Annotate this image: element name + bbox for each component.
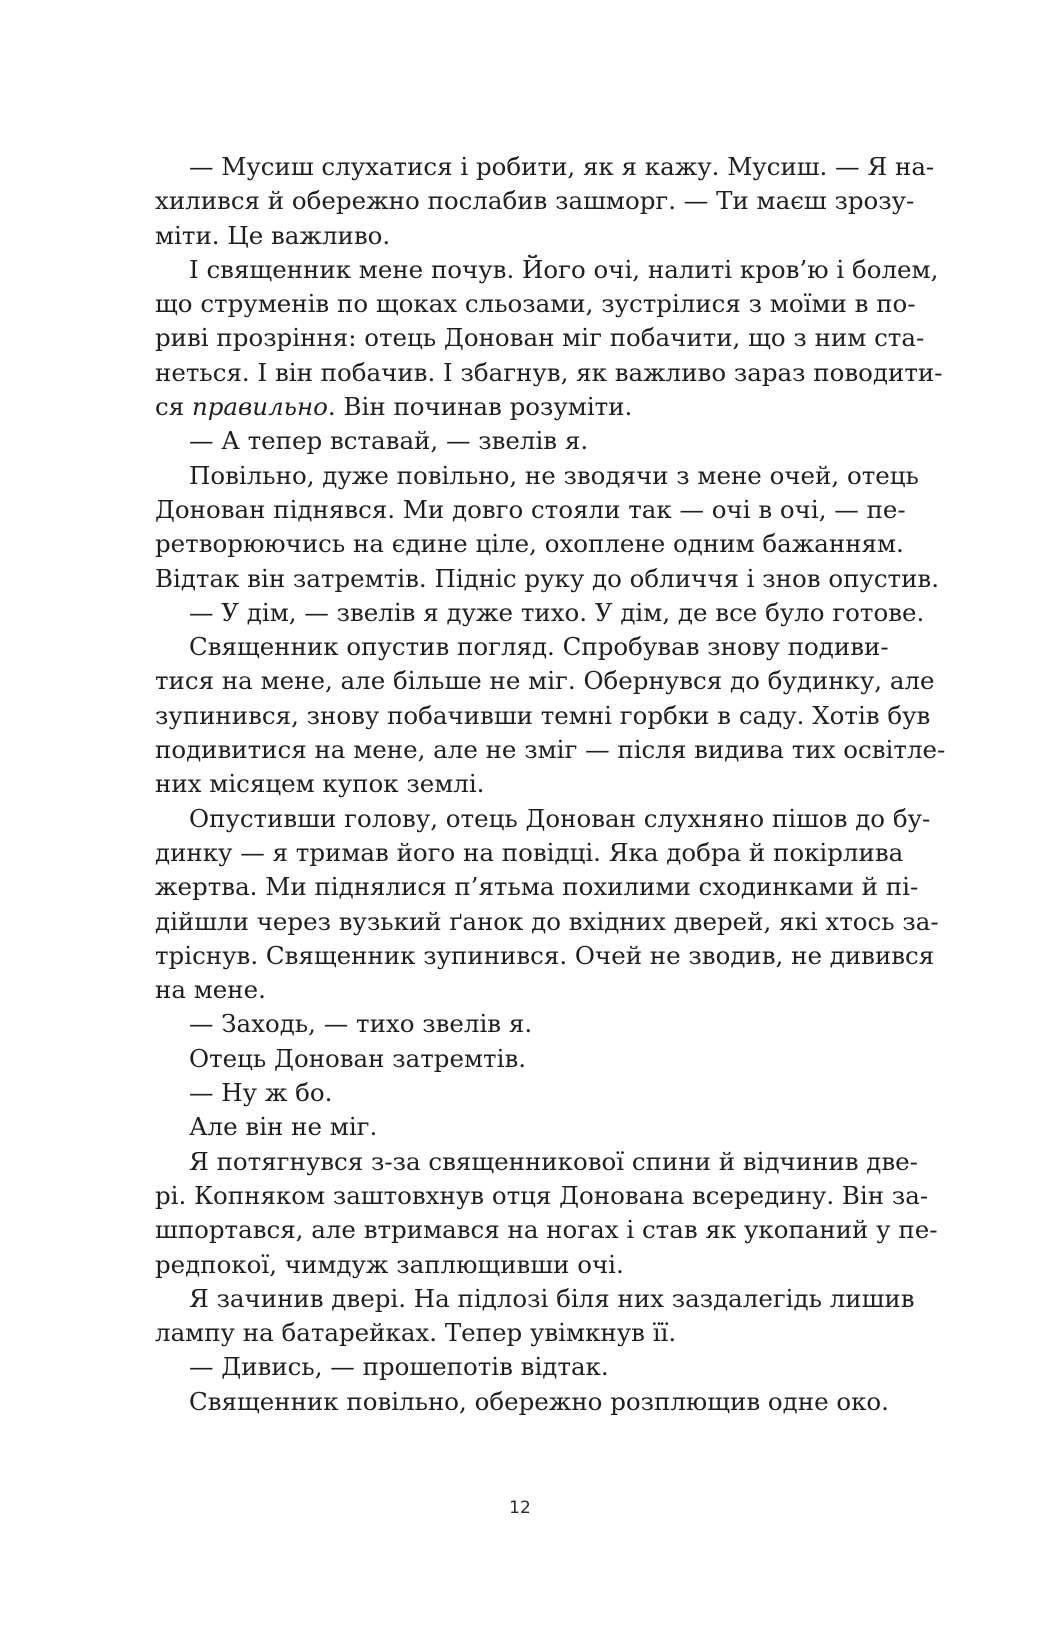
text-line: Донован піднявся. Ми довго стояли так — очі в очі, — пе-: [155, 494, 906, 524]
text-line: тріснув. Священник зупинився. Очей не зводив, не дивився: [155, 940, 935, 970]
text-line: динку — я тримав його на повідці. Яка добра й покірлива: [155, 837, 904, 867]
text-line: подивитися на мене, але не зміг — після видива тих освітле-: [155, 735, 946, 765]
text-line: Я потягнувся з-за священникової спини й відчинив две-: [189, 1146, 918, 1176]
text-line: зупинився, знову побачивши темні горбки в саду. Хотів був: [155, 700, 931, 730]
text-line: Священник повільно, обережно розплющив одне око.: [189, 1386, 889, 1416]
text-line-with-italic: [155, 390, 885, 424]
text-line: шпортався, але втримався на ногах і став як укопаний у пе-: [155, 1215, 938, 1245]
page-number: 12: [509, 1498, 531, 1518]
line-text-before: ся: [155, 392, 192, 422]
text-line: Відтак він затремтів. Підніс руку до обличчя і знов опустив.: [155, 563, 940, 593]
text-line: Я зачинив двері. На підлозі біля них заздалегідь лишив: [189, 1283, 915, 1313]
text-line: тися на мене, але більше не міг. Обернувся до будинку, але: [155, 666, 935, 696]
text-line: них місяцем купок землі.: [155, 769, 485, 799]
line-text-after: . Він починав розуміти.: [327, 392, 633, 422]
text-line: — А тепер вставай, — звелів я.: [189, 426, 589, 456]
text-line: на мене.: [155, 975, 266, 1005]
body-text: [155, 150, 946, 1419]
text-line: лампу на батарейках. Тепер увімкнув її.: [155, 1318, 677, 1348]
text-line: дійшли через вузький ґанок до вхідних дверей, які хтось за-: [155, 906, 939, 936]
text-line: — У дім, — звелів я дуже тихо. У дім, де все було готове.: [189, 597, 925, 627]
text-line: міти. Це важливо.: [155, 220, 391, 250]
text-line: — Дивись, — прошепотів відтак.: [189, 1352, 609, 1382]
text-line: Отець Донован затремтів.: [189, 1043, 527, 1073]
text-line: І священник мене почув. Його очі, налиті кров’ю і болем,: [189, 254, 939, 284]
text-line: жертва. Ми піднялися п’ятьма похилими сходинками й пі-: [155, 872, 919, 902]
text-line: Опустивши голову, отець Донован слухняно пішов до бу-: [189, 803, 931, 833]
text-line: Священник опустив погляд. Спробував знову подиви-: [189, 632, 889, 662]
text-line: рі. Копняком заштовхнув отця Донована всередину. Він за-: [155, 1180, 929, 1210]
text-line: неться. І він побачив. І збагнув, як важливо зараз поводити-: [155, 357, 943, 387]
text-line: Повільно, дуже повільно, не зводячи з мене очей, отець: [189, 460, 919, 490]
text-line: — Заходь, — тихо звелів я.: [189, 1009, 533, 1039]
text-line: редпокої, чимдуж заплющивши очі.: [155, 1249, 624, 1279]
text-line: ретворюючись на єдине ціле, охоплене одним бажанням.: [155, 529, 904, 559]
text-line: що струменів по щоках сльозами, зустрілися з моїми в по-: [155, 289, 916, 319]
text-line: — Ну ж бо.: [189, 1078, 333, 1108]
text-line: — Мусиш слухатися і робити, як я кажу. Мусиш. — Я на-: [189, 152, 935, 181]
text-line: Але він не міг.: [189, 1112, 378, 1142]
text-line: риві прозріння: отець Донован міг побачити, що з ним ста-: [155, 323, 925, 353]
text-line: хилився й обережно послабив зашморг. — Ти маєш зрозу-: [155, 186, 915, 216]
italic-word: правильно: [191, 392, 328, 422]
